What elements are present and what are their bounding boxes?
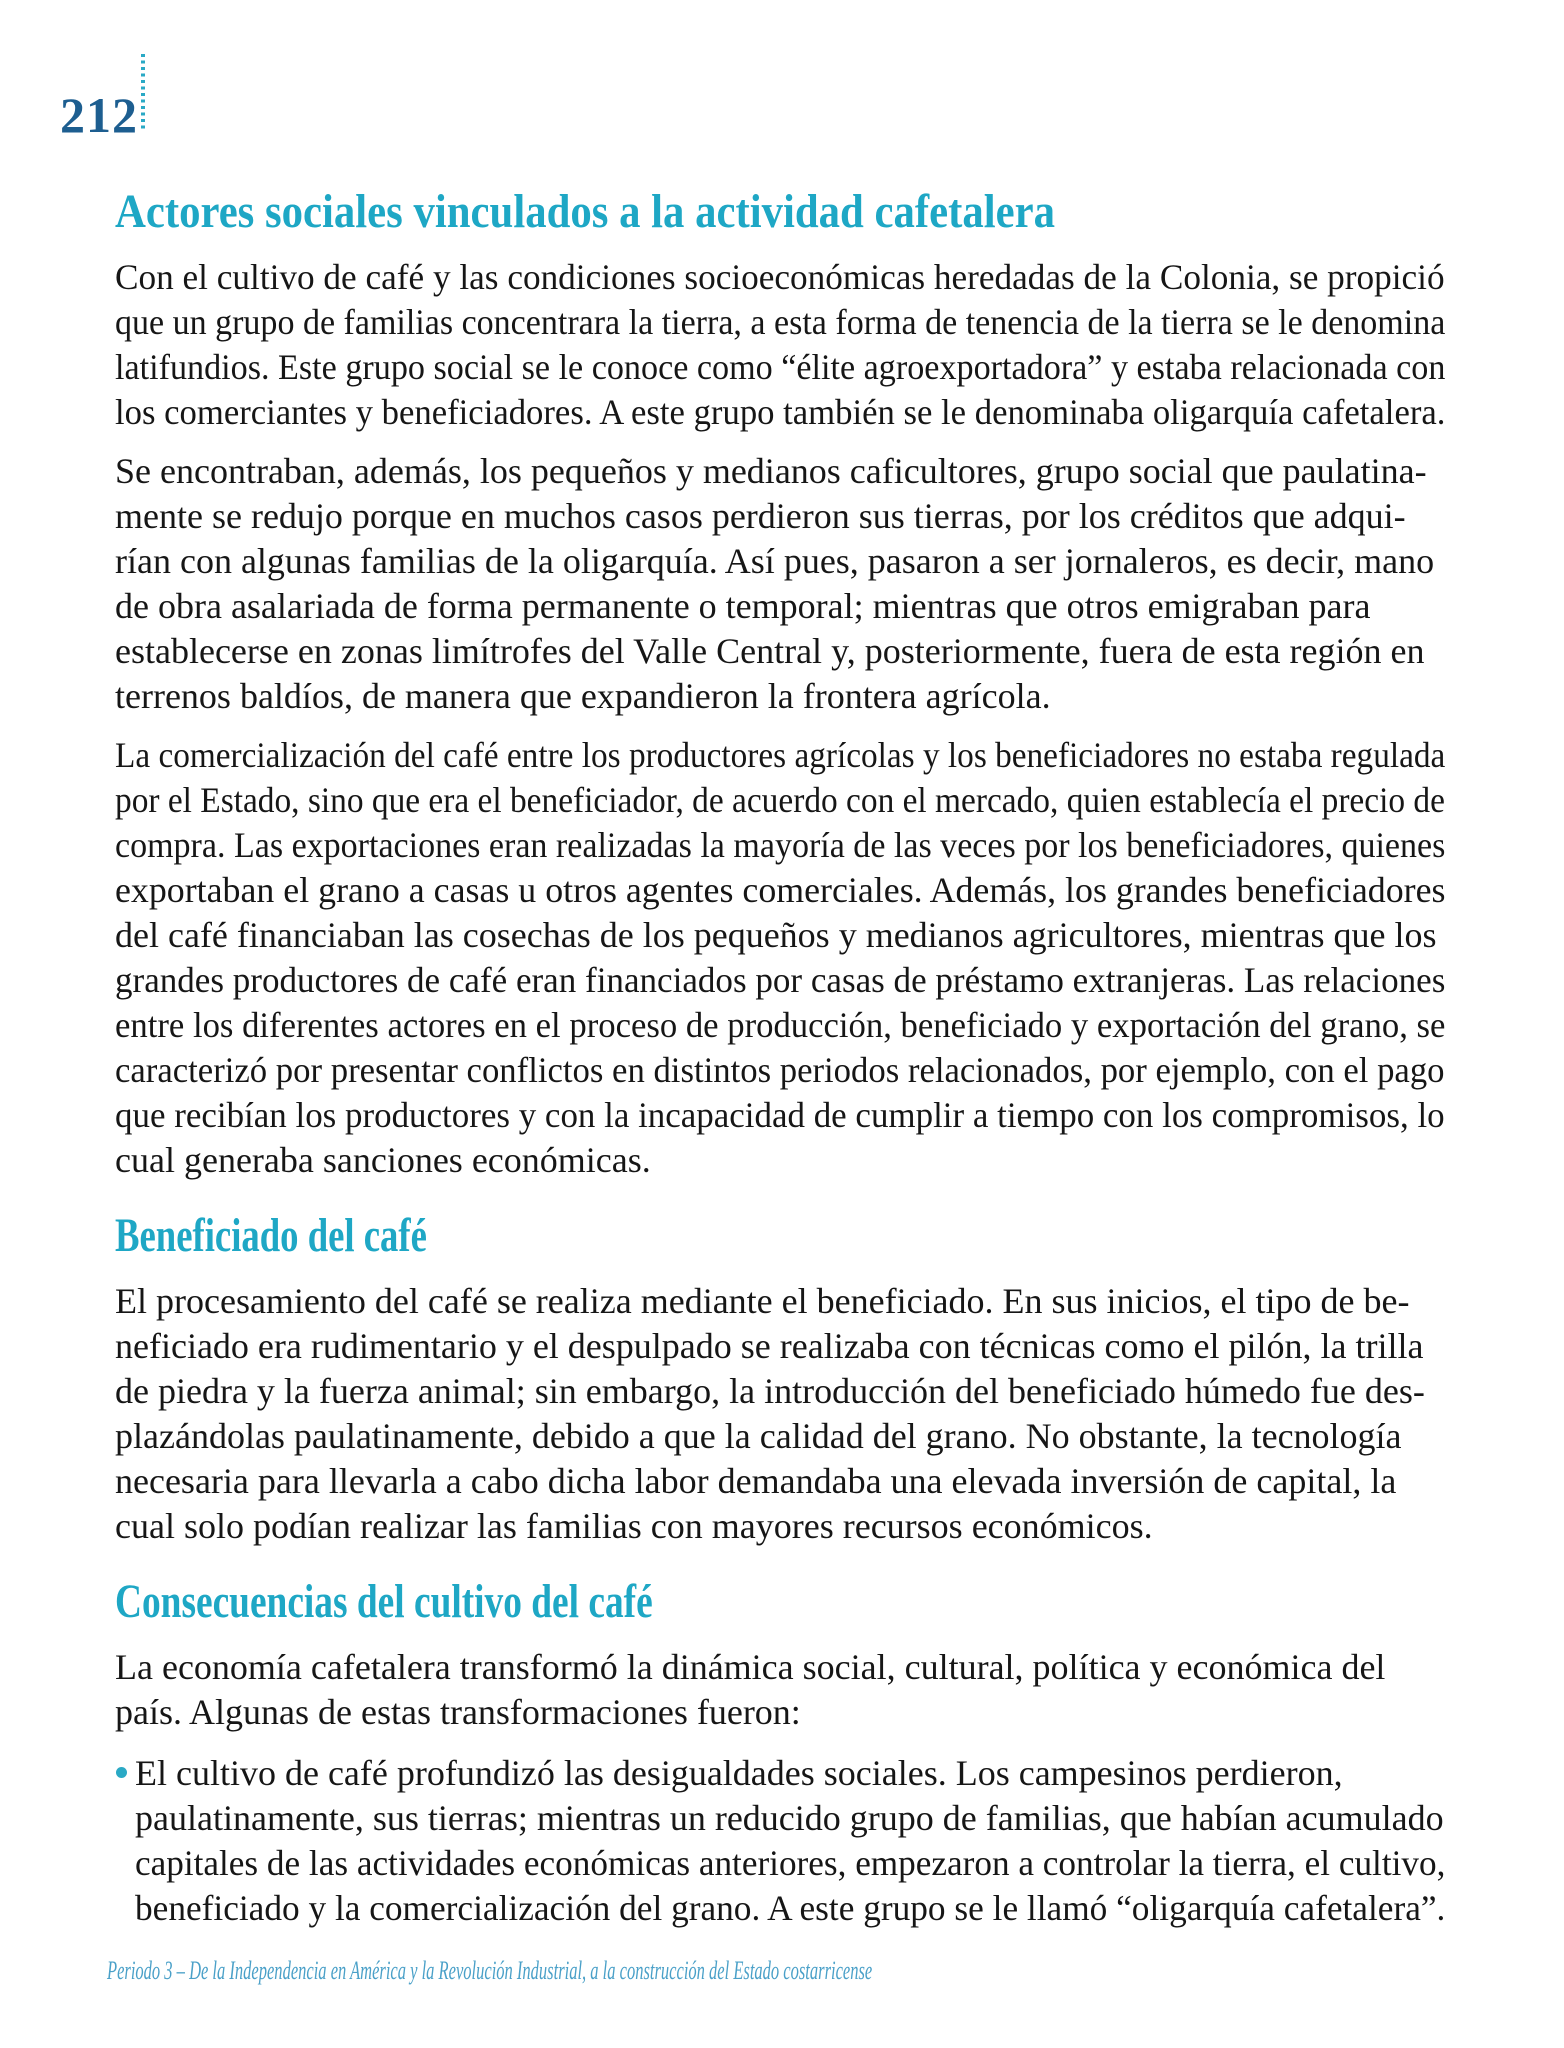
paragraph [115, 449, 1445, 719]
text-line: necesaria para llevarla a cabo dicha labor demandaba una elevada inversión de capital, la [115, 1461, 1397, 1501]
section-heading: Actores sociales vinculados a la actividad cafetalera [115, 185, 1055, 238]
text-line: país. Algunas de estas transformaciones fueron: [115, 1692, 801, 1732]
page-footer: Periodo 3 – De la Independencia en América y la Revolución Industrial, a la construcción del Estado costarricense [107, 1956, 873, 1985]
text-line: La economía cafetalera transformó la dinámica social, cultural, política y económica del [115, 1647, 1386, 1687]
page-number: 212 [60, 87, 138, 143]
text-line: los comerciantes y beneficiadores. A este grupo también se le denominaba oligarquía cafetalera. [115, 392, 1446, 432]
bullet-icon [116, 1767, 127, 1778]
bullet-text [135, 1751, 1445, 1931]
text-line: cual solo podían realizar las familias con mayores recursos económicos. [115, 1506, 1153, 1546]
text-line: neficiado era rudimentario y el despulpado se realizaba con técnicas como el pilón, la trilla [115, 1326, 1424, 1366]
text-line: beneficiado y la comercialización del grano. A este grupo se le llamó “oligarquía cafetalera”. [135, 1888, 1446, 1928]
section-heading: Beneficiado del café [115, 1209, 427, 1262]
text-line: El procesamiento del café se realiza mediante el beneficiado. En sus inicios, el tipo de be- [115, 1281, 1410, 1321]
paragraph [115, 1279, 1445, 1549]
text-line: que un grupo de familias concentrara la tierra, a esta forma de tenencia de la tierra se le denomina [115, 302, 1446, 342]
section-heading: Consecuencias del cultivo del café [115, 1575, 653, 1628]
text-line: del café financiaban las cosechas de los pequeños y medianos agricultores, mientras que los [115, 915, 1437, 955]
text-line: La comercialización del café entre los productores agrícolas y los beneficiadores no estaba regulada [115, 735, 1446, 775]
text-line: capitales de las actividades económicas anteriores, empezaron a controlar la tierra, el cultivo, [135, 1843, 1446, 1883]
text-line: que recibían los productores y con la incapacidad de cumplir a tiempo con los compromisos, lo [115, 1095, 1445, 1135]
text-line: Se encontraban, además, los pequeños y medianos caficultores, grupo social que paulatina- [115, 451, 1427, 491]
text-line: exportaban el grano a casas u otros agentes comerciales. Además, los grandes beneficiadores [115, 870, 1446, 910]
section-consecuencias [115, 1575, 1445, 1931]
list-item [115, 1751, 1445, 1931]
text-line: entre los diferentes actores en el proceso de producción, beneficiado y exportación del grano, se [115, 1005, 1446, 1045]
paragraph [115, 1645, 1445, 1735]
text-line: Con el cultivo de café y las condiciones socioeconómicas heredadas de la Colonia, se propició [115, 257, 1445, 297]
text-line: plazándolas paulatinamente, debido a que la calidad del grano. No obstante, la tecnología [115, 1416, 1402, 1456]
text-line: terrenos baldíos, de manera que expandieron la frontera agrícola. [115, 676, 1051, 716]
text-line: caracterizó por presentar conflictos en distintos periodos relacionados, por ejemplo, con el pago [115, 1050, 1445, 1090]
text-line: compra. Las exportaciones eran realizadas la mayoría de las veces por los beneficiadores, quienes [115, 825, 1446, 865]
section-beneficiado [115, 1209, 1445, 1549]
text-line: establecerse en zonas limítrofes del Valle Central y, posteriormente, fuera de esta región en [115, 631, 1425, 671]
dotted-divider [141, 54, 145, 130]
text-line: cual generaba sanciones económicas. [115, 1140, 651, 1180]
text-line: por el Estado, sino que era el beneficiador, de acuerdo con el mercado, quien establecía el precio de [115, 780, 1445, 820]
text-line: de piedra y la fuerza animal; sin embargo, la introducción del beneficiado húmedo fue des- [115, 1371, 1425, 1411]
text-line: rían con algunas familias de la oligarquía. Así pues, pasaron a ser jornaleros, es decir, mano [115, 541, 1435, 581]
text-line: de obra asalariada de forma permanente o temporal; mientras que otros emigraban para [115, 586, 1371, 626]
paragraph [115, 255, 1445, 435]
text-line: mente se redujo porque en muchos casos perdieron sus tierras, por los créditos que adqui- [115, 496, 1406, 536]
text-line: El cultivo de café profundizó las desigualdades sociales. Los campesinos perdieron, [135, 1753, 1343, 1793]
text-line: grandes productores de café eran financiados por casas de préstamo extranjeras. Las relaciones [115, 960, 1446, 1000]
text-line: paulatinamente, sus tierras; mientras un reducido grupo de familias, que habían acumulado [135, 1798, 1444, 1838]
text-line: latifundios. Este grupo social se le conoce como “élite agroexportadora” y estaba relacionada con [115, 347, 1446, 387]
bullet-list [115, 1751, 1445, 1931]
section-actores-sociales [115, 185, 1445, 1183]
page-content [115, 185, 1445, 1931]
paragraph [115, 733, 1445, 1183]
